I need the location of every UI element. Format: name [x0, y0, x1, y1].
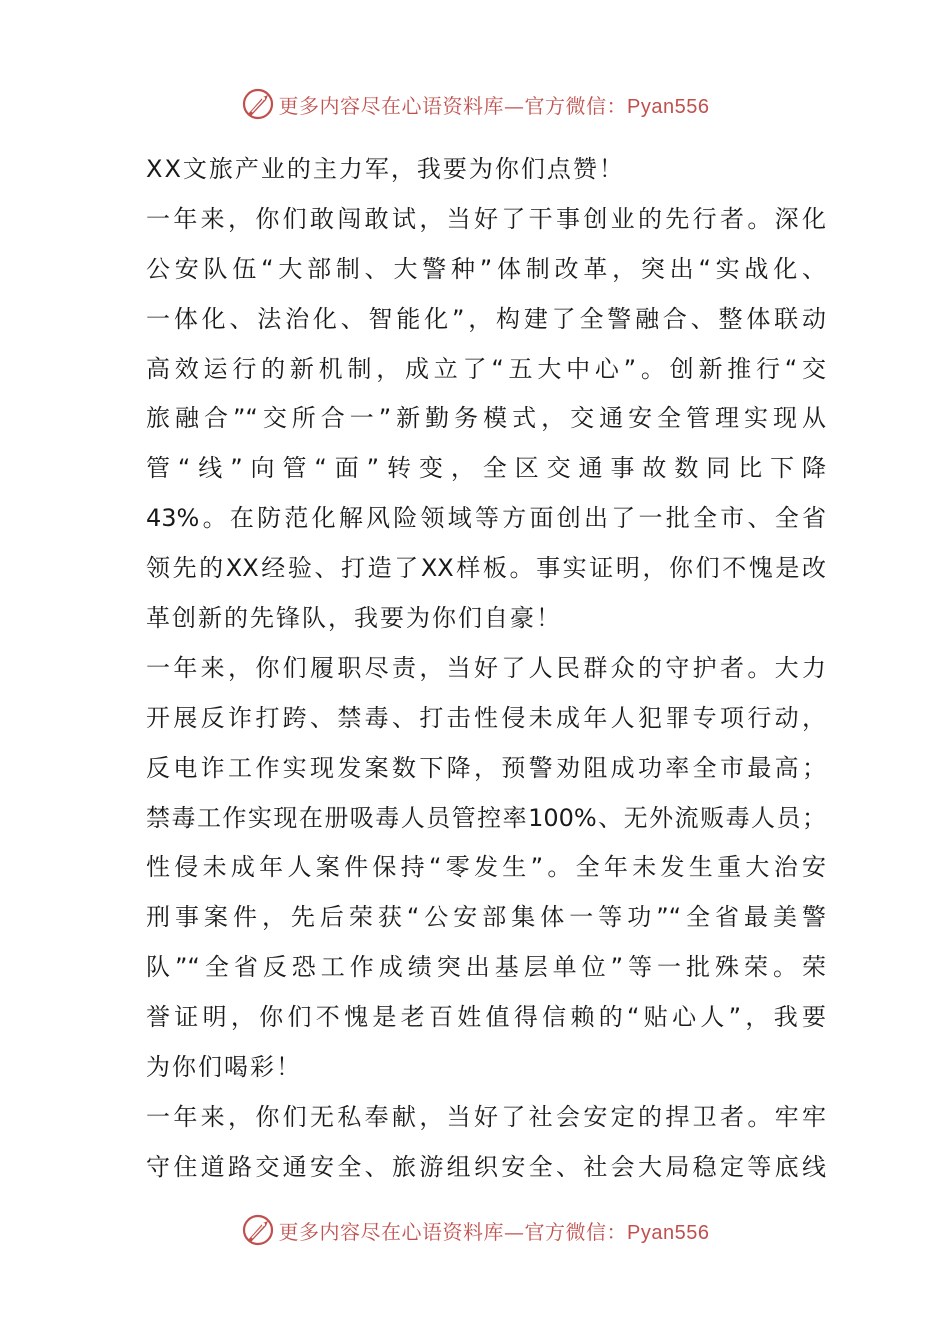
pen-nib-logo-icon	[241, 87, 275, 121]
text-line: 管“线”向管“面”转变，全区交通事故数同比下降	[146, 454, 826, 483]
text-line: 守住道路交通安全、旅游组织安全、社会大局稳定等底线	[146, 1152, 826, 1181]
text-line: 性侵未成年人案件保持“零发生”。全年未发生重大治安	[146, 853, 826, 882]
text-line: 43%。在防范化解风险领域等方面创出了一批全市、全省	[146, 504, 826, 533]
text-line: 刑事案件，先后荣获“公安部集体一等功”“全省最美警	[146, 903, 826, 932]
watermark-slogan: 更多内容尽在心语资料库—官方微信：	[278, 93, 628, 118]
text-line: 一年来，你们敢闯敢试，当好了干事创业的先行者。深化	[146, 204, 826, 233]
text-line: 禁毒工作实现在册吸毒人员管控率100%、无外流贩毒人员；	[146, 803, 826, 832]
header-watermark-banner	[0, 84, 950, 124]
pen-nib-logo-icon	[241, 1213, 275, 1247]
text-line: 队”“全省反恐工作成绩突出基层单位”等一批殊荣。荣	[146, 953, 826, 982]
text-line: 一年来，你们无私奉献，当好了社会安定的捍卫者。牢牢	[146, 1102, 826, 1131]
text-line: XX文旅产业的主力军，我要为你们点赞！	[146, 155, 625, 183]
text-line: 革创新的先锋队，我要为你们自豪！	[146, 604, 562, 633]
watermark-wechat-handle: Pyan556	[627, 95, 710, 118]
watermark-slogan: 更多内容尽在心语资料库—官方微信：	[278, 1219, 628, 1244]
text-line: 反电诈工作实现发案数下降，预警劝阻成功率全市最高；	[146, 753, 826, 782]
text-line: 一年来，你们履职尽责，当好了人民群众的守护者。大力	[146, 653, 826, 682]
footer-watermark-banner	[0, 1210, 950, 1250]
text-line: 誉证明，你们不愧是老百姓值得信赖的“贴心人”，我要	[146, 1003, 826, 1032]
text-line: 为你们喝彩！	[146, 1053, 302, 1082]
document-body	[146, 145, 826, 1193]
footer-watermark-text	[279, 1216, 710, 1245]
header-watermark-text	[279, 90, 710, 119]
text-line: 开展反诈打跨、禁毒、打击性侵未成年人犯罪专项行动，	[146, 703, 826, 732]
text-line: 高效运行的新机制，成立了“五大中心”。创新推行“交	[146, 354, 826, 383]
text-line: 一体化、法治化、智能化”，构建了全警融合、整体联动	[146, 304, 826, 333]
text-line: 公安队伍“大部制、大警种”体制改革，突出“实战化、	[146, 254, 826, 283]
watermark-wechat-handle: Pyan556	[627, 1221, 710, 1244]
text-line: 旅融合”“交所合一”新勤务模式，交通安全管理实现从	[146, 404, 826, 433]
text-line: 领先的XX经验、打造了XX样板。事实证明，你们不愧是改	[146, 554, 826, 583]
